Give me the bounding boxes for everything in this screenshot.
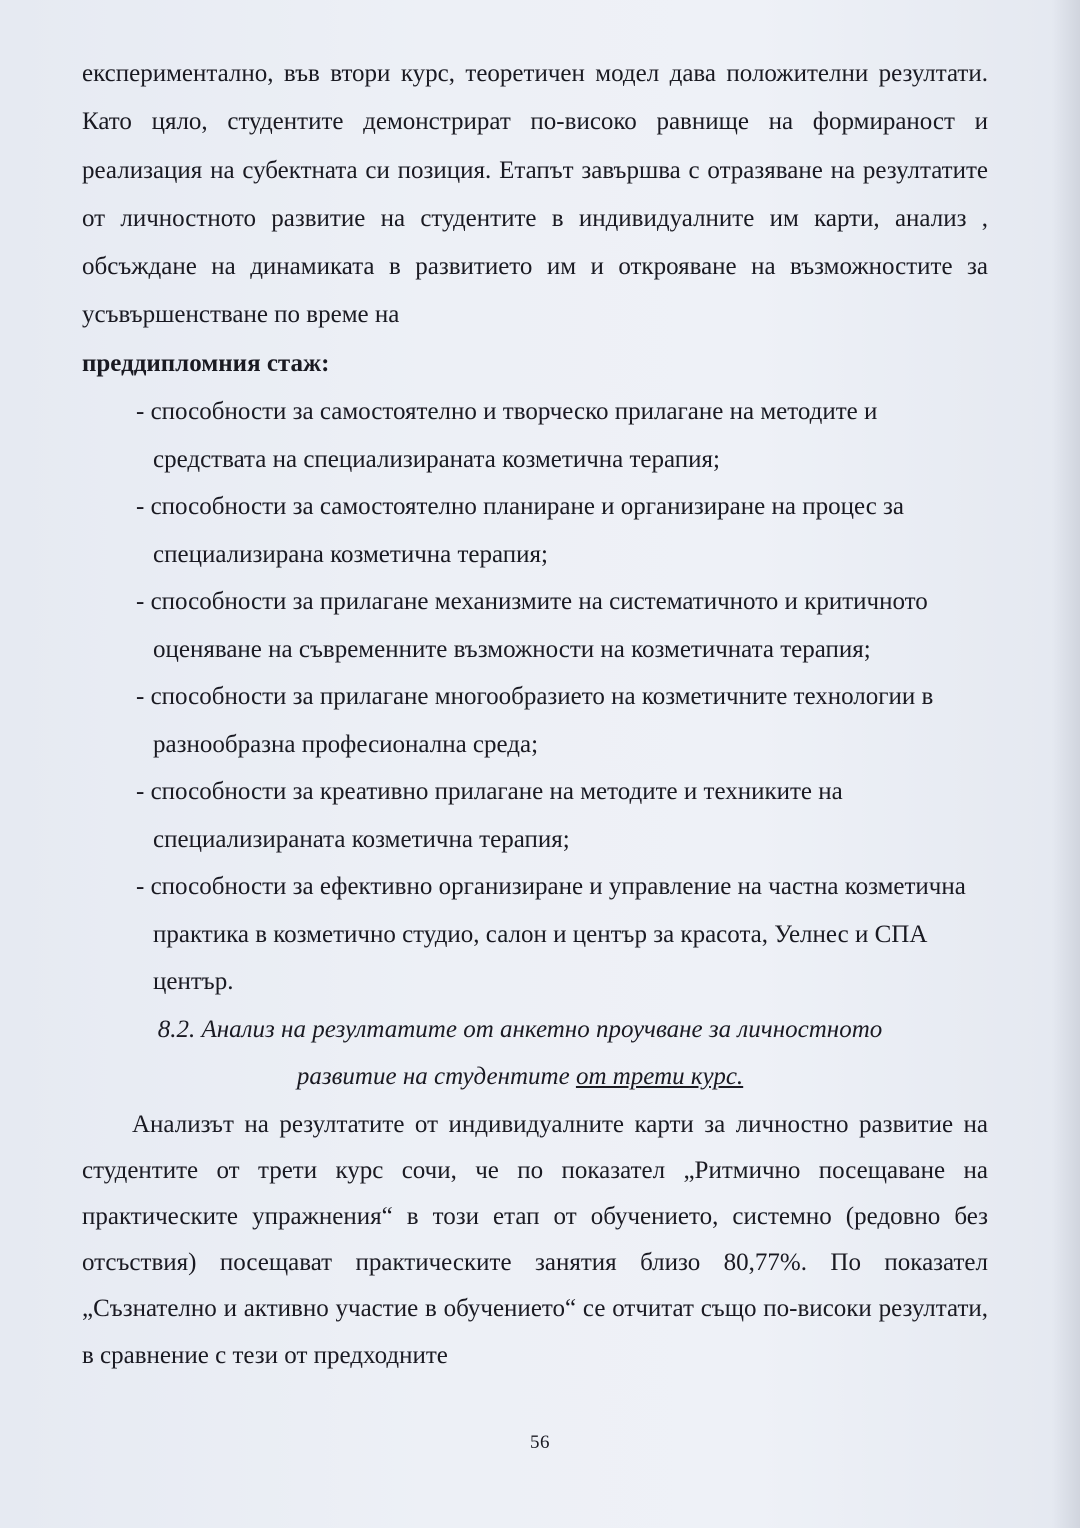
section-heading <box>82 1006 988 1100</box>
intro-paragraph <box>82 50 988 388</box>
intro-bold-phrase: преддипломния стаж: <box>82 349 330 377</box>
page-edge-shadow <box>1052 0 1080 1528</box>
competencies-list <box>136 388 988 1006</box>
section-heading-line2: развитие на студентите <box>296 1062 576 1090</box>
list-item: - способности за ефективно организиране и управление на частна козметична практика в козметично студио, салон и център за красота, Уелнес и СПА център. <box>136 873 966 996</box>
list-item: - способности за прилагане механизмите на систематичното и критичното оценяване на съвременните възможности на козметичната терапия; <box>136 588 928 663</box>
section-heading-underlined: от трети курс. <box>575 1062 744 1090</box>
section-heading-line1: 8.2. Анализ на резултатите от анкетно проучване за личностното <box>157 1015 883 1043</box>
list-item: - способности за самостоятелно планиране и организиране на процес за специализирана козметична терапия; <box>136 493 905 568</box>
text-block <box>82 50 988 1379</box>
list-item: - способности за прилагане многообразието на козметичните технологии в разнообразна професионална среда; <box>136 683 934 758</box>
list-item: - способности за креативно прилагане на методите и техниките на специализираната козметична терапия; <box>136 778 843 853</box>
intro-paragraph-text: експериментално, във втори курс, теоретичен модел дава положителни резултати. Като цяло, студентите демонстрират по-високо равнище на формираност и реализация на субектната си позиция. Етапът завършва с отразяване на резултатите от личностното развитие на студентите в индивидуалните им карти, анализ , обсъждане на динамиката в развитието им и открояване на възможностите за усъвършенстване по време на <box>82 60 988 329</box>
analysis-paragraph: Анализът на резултатите от индивидуалните карти за личностно развитие на студентите от трети курс сочи, че по показател „Ритмично посещаване на практическите упражнения“ в този етап от обучението, системно (редовно без отсъствия) посещават практическите занятия близо 80,77%. По показател „Съзнателно и активно участие в обучението“ се отчитат също по-високи резултати, в сравнение с тези от предходните <box>82 1110 988 1369</box>
page-number: 56 <box>530 1432 550 1453</box>
list-item: - способности за самостоятелно и творческо прилагане на методите и средствата на специализираната козметична терапия; <box>136 398 878 473</box>
